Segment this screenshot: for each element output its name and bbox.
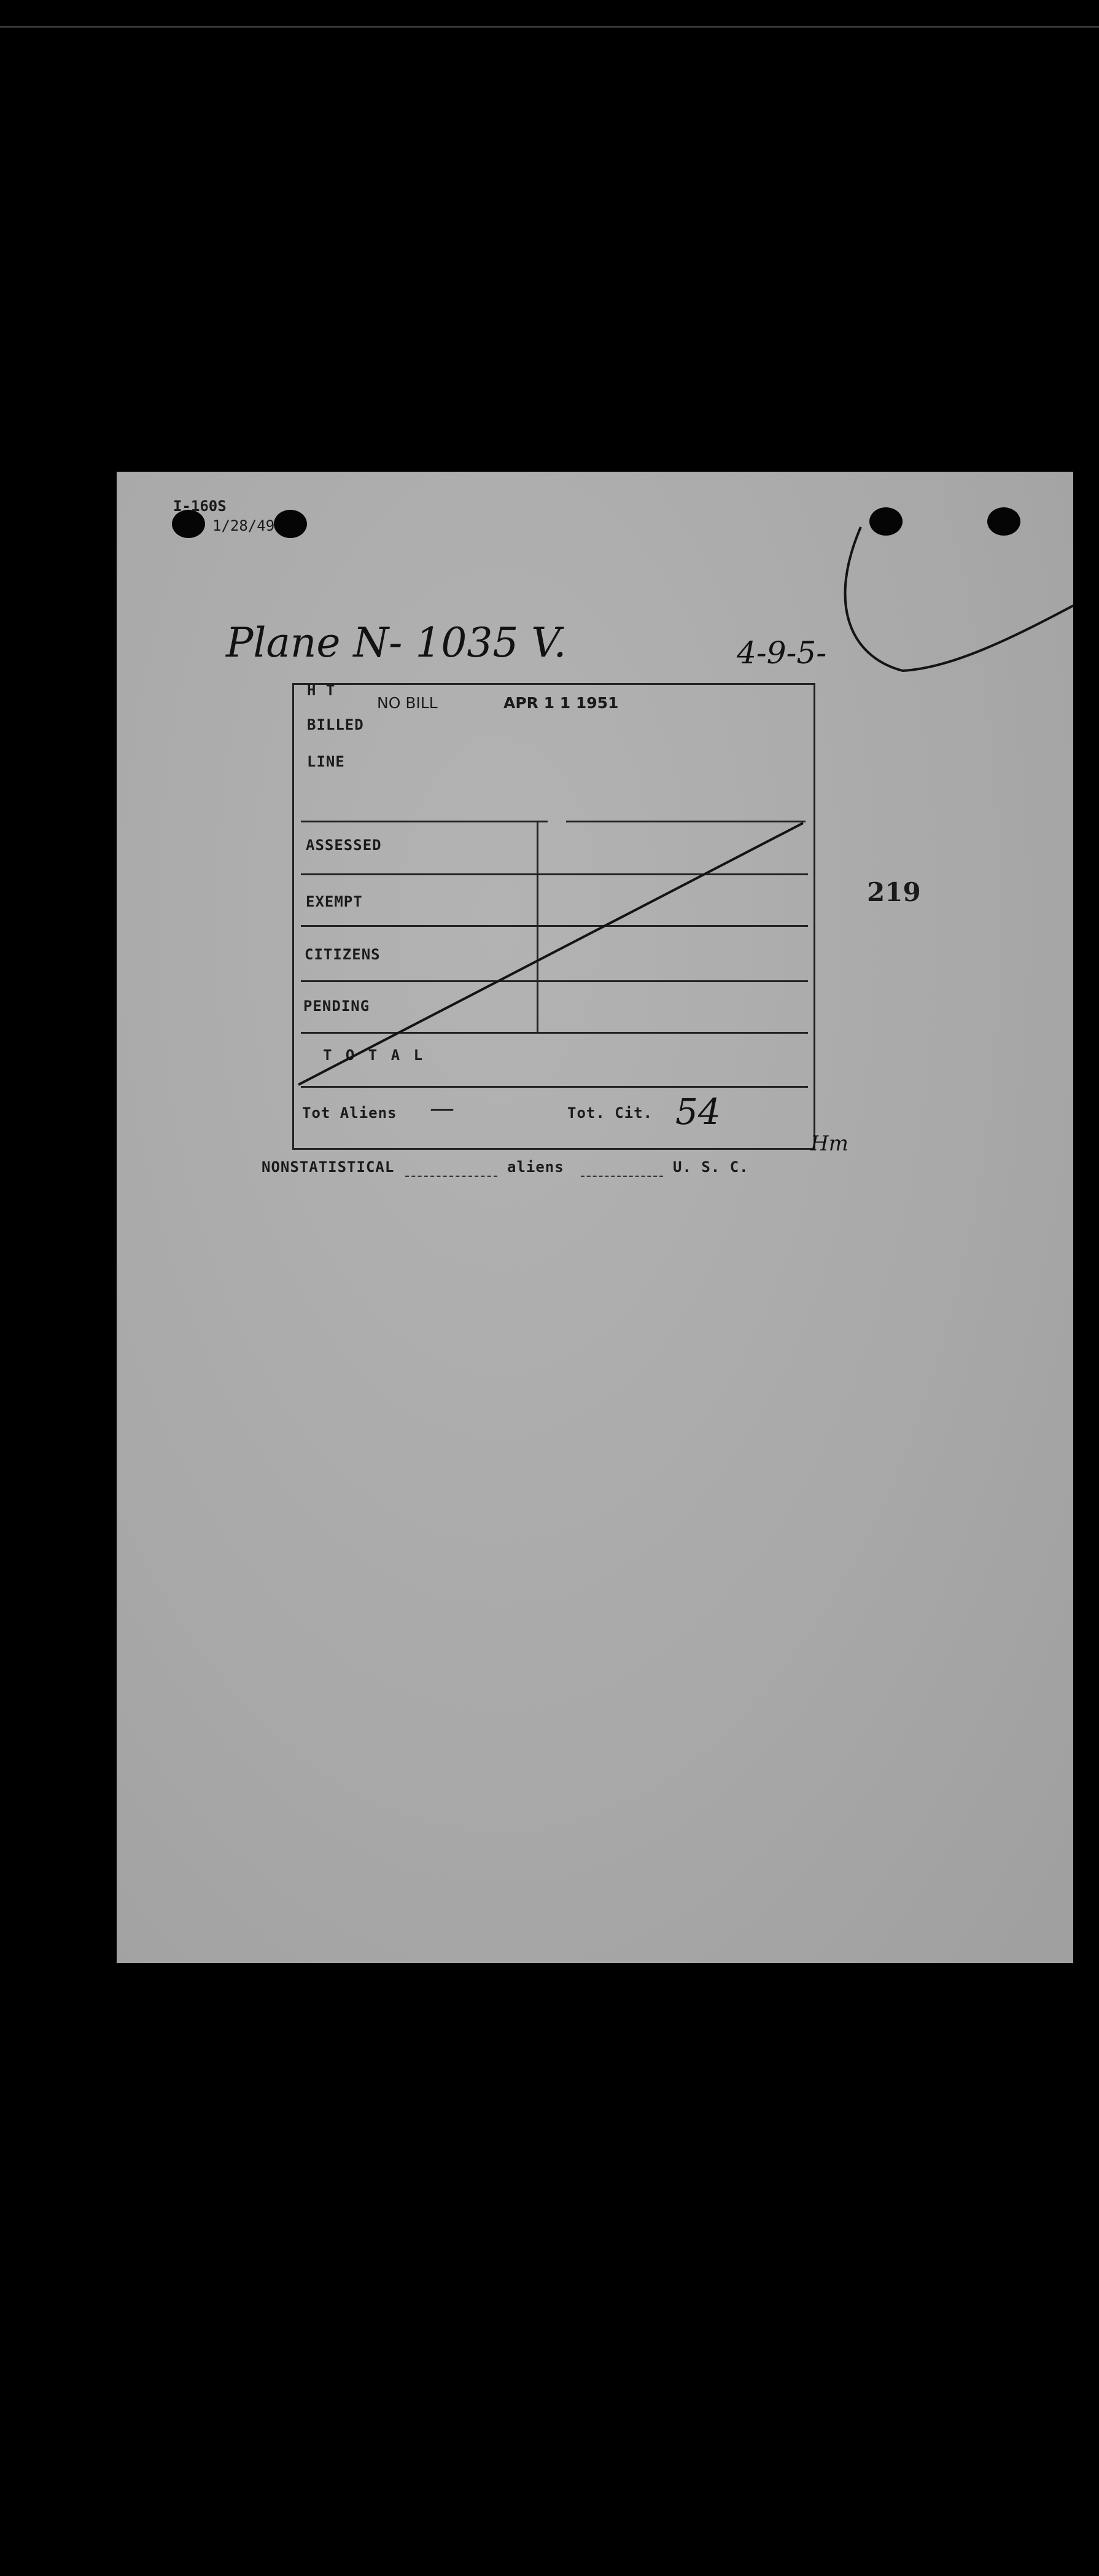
label-tot-cit: Tot. Cit. — [567, 1104, 653, 1122]
label-citizens: CITIZENS — [305, 946, 381, 963]
page-number: 219 — [867, 877, 921, 907]
handwritten-initials: Hm — [810, 1131, 849, 1156]
handwritten-tot-aliens: — — [430, 1095, 454, 1123]
label-billed: BILLED — [307, 716, 364, 733]
pen-strokes — [117, 472, 1073, 1963]
footer-nonstatistical: NONSTATISTICAL — [262, 1158, 395, 1176]
footer-usc: U. S. C. — [673, 1158, 749, 1176]
label-line: LINE — [307, 753, 345, 770]
footer-aliens: aliens — [507, 1158, 564, 1176]
top-border-line — [0, 26, 1099, 28]
handwritten-date: 4-9-5- — [737, 635, 827, 671]
date-stamp: APR 1 1 1951 — [503, 694, 619, 712]
form-date: 1/28/49 — [212, 517, 275, 534]
form-number: I-160S — [173, 498, 227, 515]
label-total: T O T A L — [323, 1047, 425, 1064]
no-bill-stamp: NO BILL — [377, 694, 438, 712]
label-assessed: ASSESSED — [306, 837, 382, 854]
handwritten-plane-number: Plane N- 1035 V. — [226, 619, 567, 666]
label-tot-aliens: Tot Aliens — [302, 1104, 397, 1122]
curved-pen-stroke — [845, 527, 1073, 671]
manifest-card — [117, 472, 1073, 1963]
label-exempt: EXEMPT — [306, 893, 363, 910]
label-ht: H T — [307, 682, 336, 699]
label-pending: PENDING — [303, 997, 370, 1015]
diagonal-cancel-stroke — [298, 823, 803, 1085]
handwritten-tot-cit: 54 — [675, 1091, 721, 1133]
